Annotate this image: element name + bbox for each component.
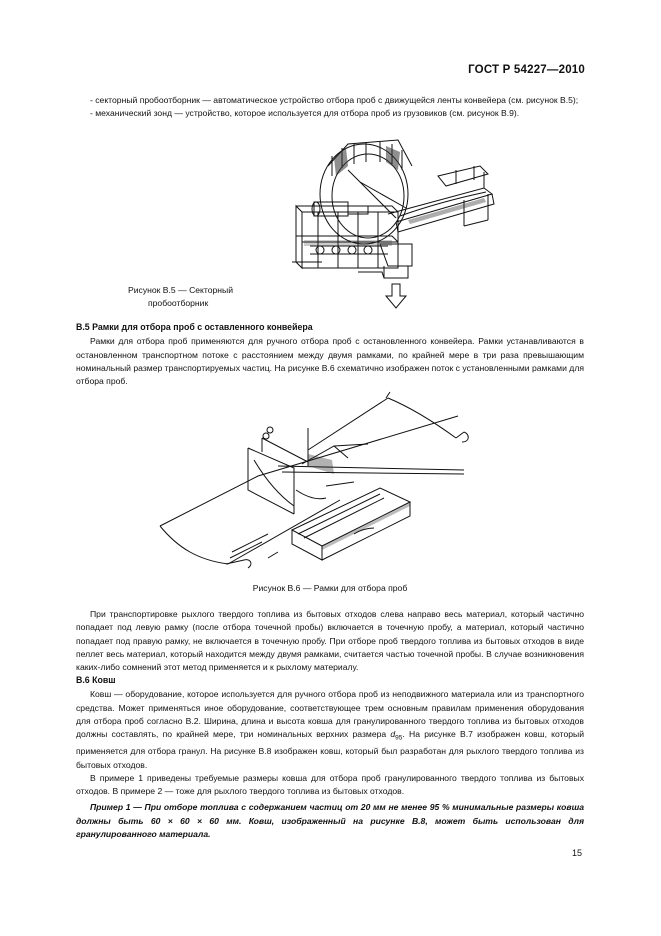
section-b6-paragraph1-part-b: . На рисунке В.7 изображен ковш, который применяется для отбора гранул. На рисунке В.8 изображен ковш, который был разработан для рыхлого твердого топлива из бытовых отходов. bbox=[76, 729, 584, 770]
figure-b5-caption bbox=[128, 284, 268, 310]
transport-paragraph bbox=[76, 608, 584, 674]
section-b6-paragraph1 bbox=[76, 688, 584, 772]
example-1: Пример 1 — При отборе топлива с содержанием частиц от 20 мм не менее 95 % минимальные размеры ковша должны быть 60 × 60 × 60 мм. Ковш, изображенный на рисунке В.8, может быть использован для гранулированного материала. bbox=[76, 802, 584, 839]
figure-b5-caption-line1: Рисунок В.5 — Секторный bbox=[128, 285, 234, 295]
intro-item-sector-sampler: - секторный пробоотборник — автоматическое устройство отбора проб с движущейся ленты конвейера (см. рисунок В.5); bbox=[90, 95, 579, 105]
figure-b5-caption-line2: пробоотборник bbox=[148, 298, 209, 308]
section-b5 bbox=[76, 321, 584, 388]
figure-b6-sampling-frames-drawing bbox=[158, 388, 478, 576]
intro-block bbox=[76, 94, 584, 121]
figure-b6-caption: Рисунок В.6 — Рамки для отбора проб bbox=[252, 583, 408, 593]
section-b6-heading: В.6 Ковш bbox=[76, 675, 116, 685]
section-b5-heading: В.5 Рамки для отбора проб с оставленного конвейера bbox=[76, 322, 313, 332]
section-b5-paragraph: Рамки для отбора проб применяются для ручного отбора проб с остановленного конвейера. Рамки устанавливаются в остановленном транспортном потоке с расстоянием между двумя рамками, по крайней мере в три раза превышающим номинальный размер транспортируемых частиц. На рисунке В.6 схематично изображен поток с установленными рамками для отбора проб. bbox=[76, 336, 584, 387]
document-header: ГОСТ Р 54227—2010 bbox=[468, 64, 585, 76]
section-b6-paragraph2: В примере 1 приведены требуемые размеры ковша для отбора проб гранулированного твердого топлива из бытовых отходов. В примере 2 — тоже для рыхлого твердого топлива из бытовых отходов. bbox=[76, 772, 584, 797]
section-b6-paragraph1-part-a: Ковш — оборудование, которое используется для ручного отбора проб из неподвижного материала или из транспортного средства. Может применяться иное оборудование, соответствующее трем основным правилам применения оборудования для отбора проб согласно В.2. Ширина, длина и высота ковша для гранулированного твердого топлива из бытовых отходов должны составлять, по крайней мере, три номинальных верхних размера bbox=[76, 689, 584, 740]
d-subscript: 95 bbox=[395, 734, 403, 742]
transport-paragraph-text: При транспортировке рыхлого твердого топлива из бытовых отходов слева направо весь материал, который частично попадает под левую рамку (после отбора точечной пробы) включается в точечную пробу, а материал, который частично попадает под правую рамку, не включается в точечную пробу. При отборе проб твердого топлива из бытовых отходов в виде пеллет весь материал, который находится между двумя рамками, считается частью точечной пробы. В случае возникновения каких-либо сомнений этот метод применяется и к рыхлому материалу. bbox=[76, 609, 584, 673]
figure-b5-sector-sampler-drawing bbox=[288, 136, 500, 312]
section-b6 bbox=[76, 674, 584, 841]
d-symbol: d bbox=[390, 729, 396, 740]
intro-item-mechanical-probe: - механический зонд — устройство, которое используется для отбора проб из грузовиков (см. рисунок В.9). bbox=[90, 108, 520, 119]
page-number: 15 bbox=[572, 848, 583, 858]
